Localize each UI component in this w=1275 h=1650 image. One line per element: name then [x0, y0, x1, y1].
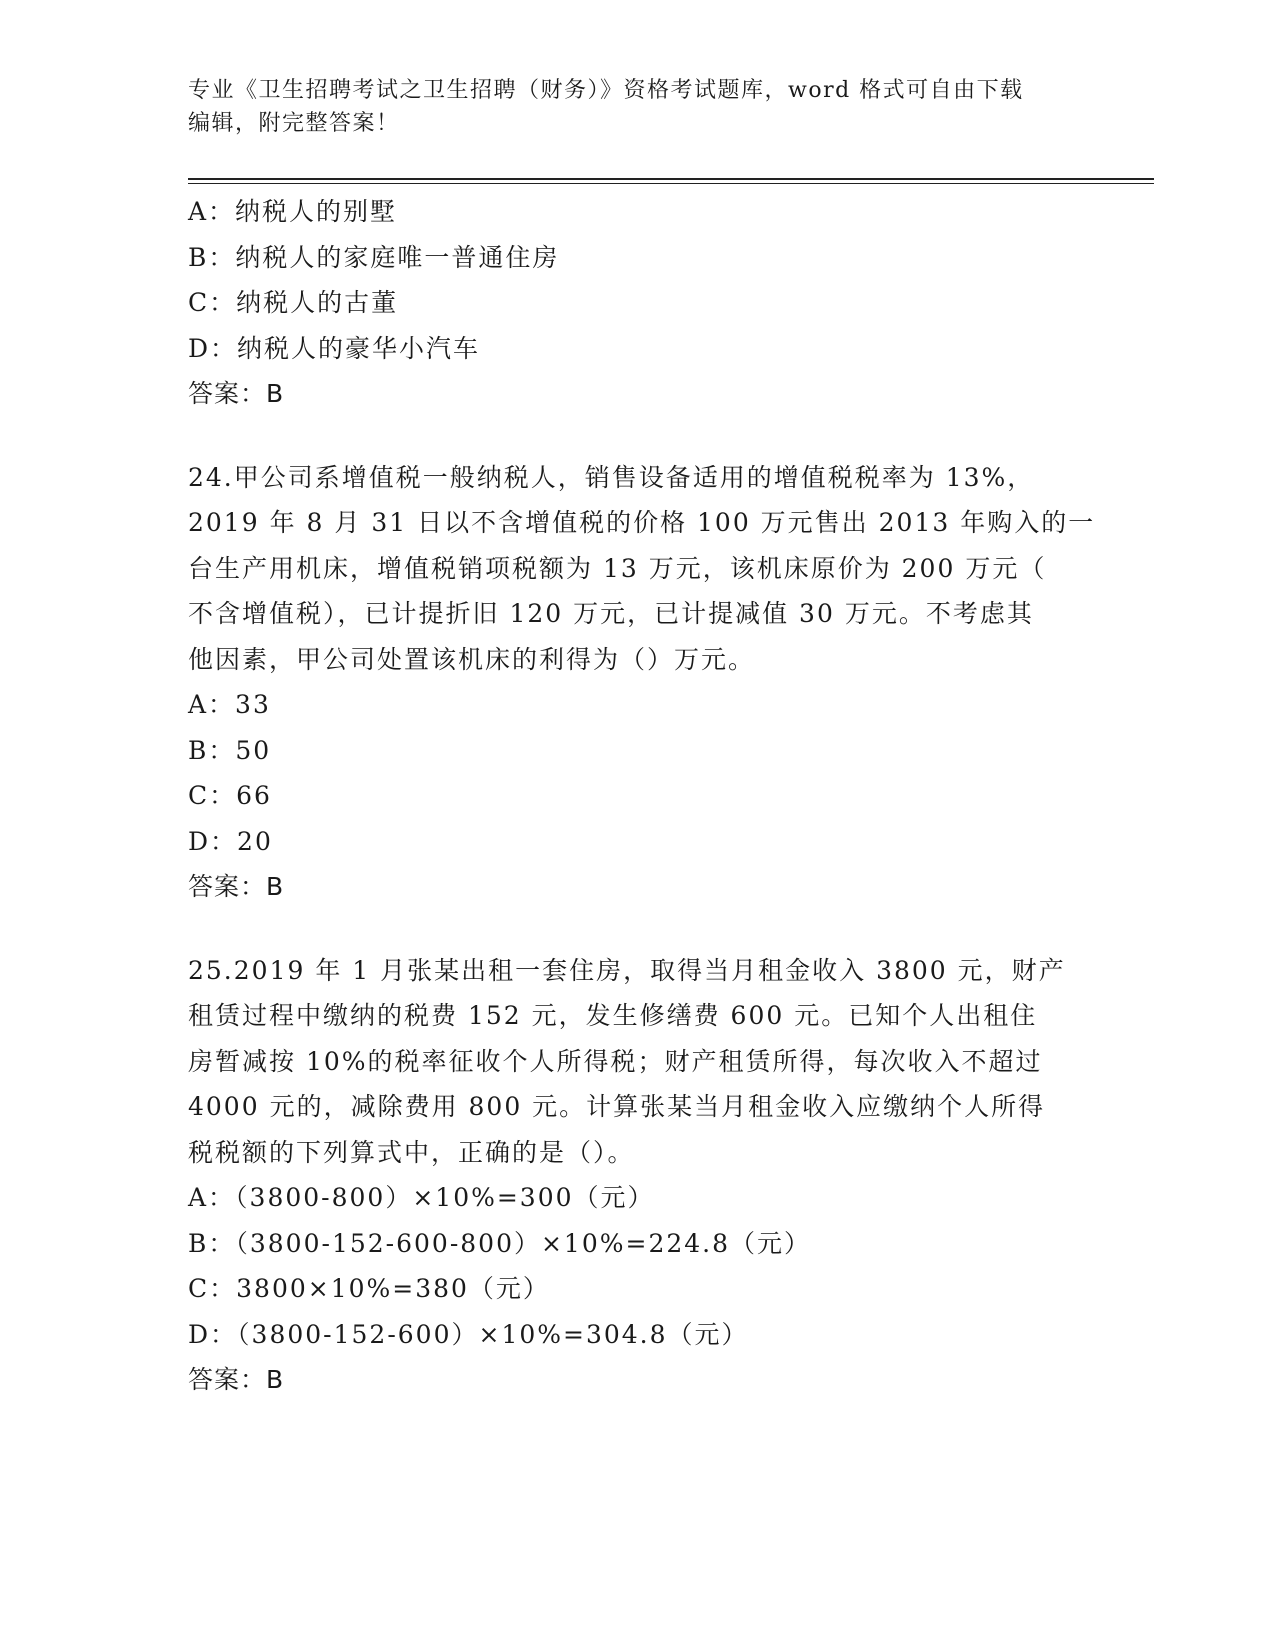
question-text-line: 2019 年 8 月 31 日以不含增值税的价格 100 万元售出 2013 年购入的一 [188, 508, 1096, 537]
question-text-line: 房暂减按 10%的税率征收个人所得税；财产租赁所得，每次收入不超过 [188, 1046, 1043, 1076]
question-text-line: 台生产用机床，增值税销项税额为 13 万元，该机床原价为 200 万元（ [188, 553, 1047, 583]
question-text-line: 25.2019 年 1 月张某出租一套住房，取得当月租金收入 3800 元，财产 [188, 955, 1066, 985]
header-divider-thin [188, 183, 1154, 184]
header-line-1: 专业《卫生招聘考试之卫生招聘（财务）》资格考试题库，word 格式可自由下载 [188, 78, 1024, 103]
option-d: D：（3800-152-600）×10%=304.8（元） [188, 1319, 749, 1349]
option-d: D：纳税人的豪华小汽车 [188, 333, 481, 363]
document-header [188, 74, 1088, 140]
option-a: A：33 [188, 690, 271, 719]
option-d: D：20 [188, 826, 273, 856]
document-body [188, 189, 1096, 1403]
question-text-line: 税税额的下列算式中，正确的是（）。 [188, 1137, 635, 1167]
option-a: A：（3800-800）×10%=300（元） [188, 1183, 655, 1212]
question-text-line: 4000 元的，减除费用 800 元。计算张某当月租金收入应缴纳个人所得 [188, 1092, 1046, 1121]
question-text-line: 租赁过程中缴纳的税费 152 元，发生修缮费 600 元。已知个人出租住 [188, 1001, 1038, 1030]
question-text-line: 24.甲公司系增值税一般纳税人，销售设备适用的增值税税率为 13%， [188, 462, 1035, 492]
option-b: B：（3800-152-600-800）×10%=224.8（元） [188, 1228, 812, 1258]
option-b: B：50 [188, 735, 272, 765]
option-c: C：66 [188, 781, 272, 810]
option-c: C：纳税人的古董 [188, 288, 399, 317]
answer-line: 答案：B [188, 379, 285, 408]
question-text-line: 他因素，甲公司处置该机床的利得为（）万元。 [188, 644, 756, 674]
question-23-block [188, 189, 1088, 417]
option-a: A：纳税人的别墅 [188, 197, 398, 226]
answer-line: 答案：B [188, 872, 285, 901]
header-line-2: 编辑，附完整答案！ [188, 111, 400, 136]
answer-line: 答案：B [188, 1365, 285, 1394]
option-c: C：3800×10%=380（元） [188, 1274, 550, 1303]
option-b: B：纳税人的家庭唯一普通住房 [188, 242, 560, 272]
question-24-block [188, 455, 1096, 910]
question-text-line: 不含增值税），已计提折旧 120 万元，已计提减值 30 万元。不考虑其 [188, 599, 1034, 628]
header-divider-thick [188, 178, 1154, 180]
question-25-block [188, 948, 1088, 1403]
